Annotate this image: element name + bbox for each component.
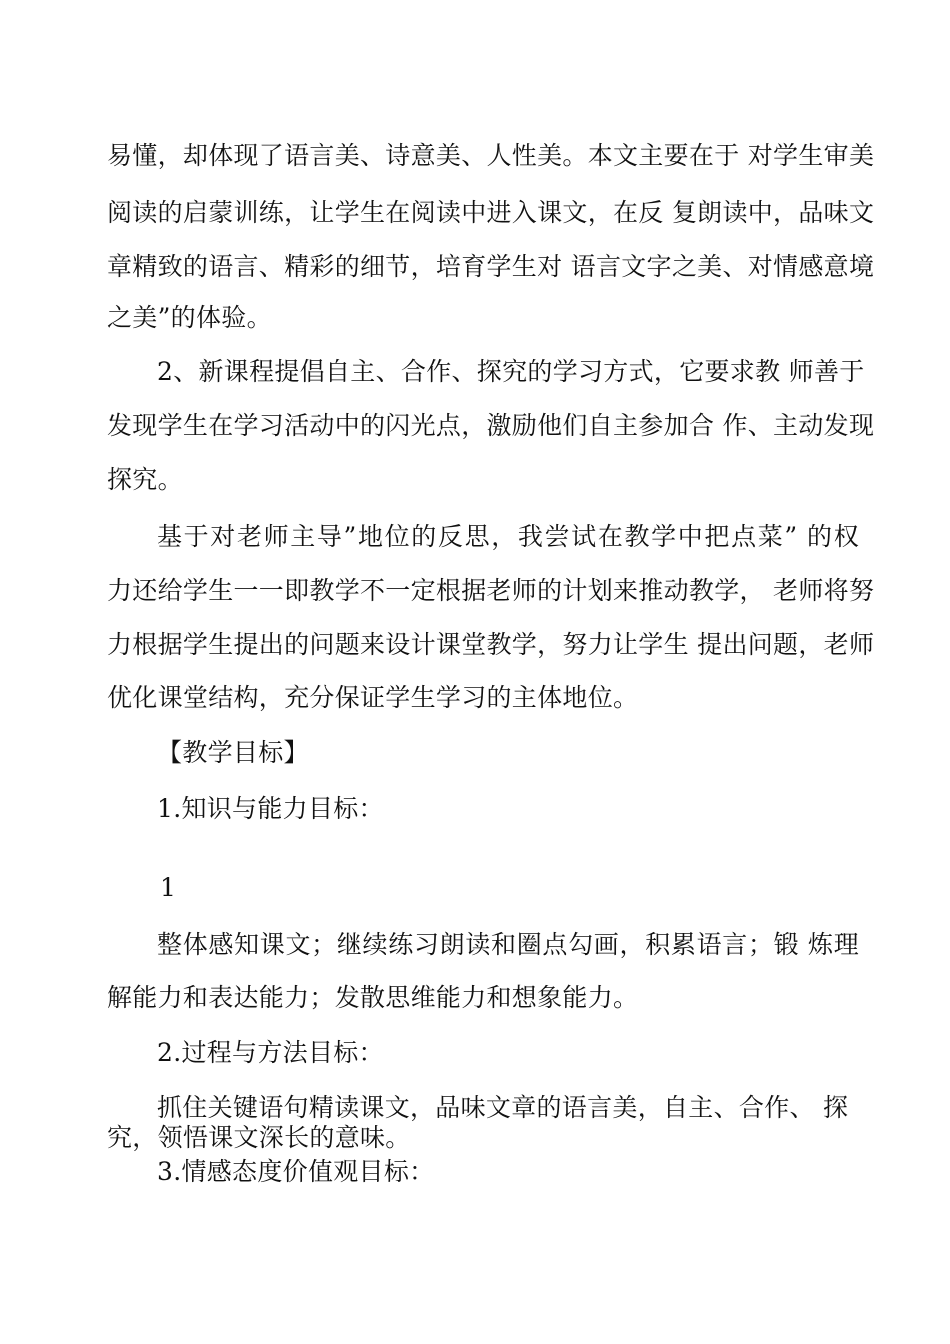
goal-1-text-line-1: 整体感知课文；继续练习朗读和圈点勾画，积累语言；锻 炼理	[157, 930, 859, 959]
paragraph-2-line-2: 发现学生在学习活动中的闪光点，激励他们自主参加合 作、主动发现	[107, 411, 875, 440]
paragraph-3-line-2: 力还给学生一一即教学不一定根据老师的计划来推动教学， 老师将努	[107, 576, 875, 605]
paragraph-3-line-3: 力根据学生提出的问题来设计课堂教学，努力让学生 提出问题，老师	[107, 630, 875, 659]
paragraph-3-line-1: 基于对老师主导”地位的反思，我尝试在教学中把点菜” 的权	[157, 522, 859, 551]
paragraph-2-line-1: 2、新课程提倡自主、合作、探究的学习方式，它要求教 师善于	[157, 357, 865, 386]
paragraph-2-line-3: 探究。	[107, 465, 183, 494]
page-number: 1	[160, 873, 177, 902]
section-heading: 【教学目标】	[157, 738, 309, 767]
goal-2-text-line-2: 究，领悟课文深长的意味。	[107, 1123, 411, 1152]
paragraph-1-line-4: 之美”的体验。	[107, 303, 272, 332]
paragraph-1-line-2: 阅读的启蒙训练，让学生在阅读中进入课文，在反 复朗读中，品味文	[107, 198, 875, 227]
goal-3-title: 3.情感态度价值观目标：	[157, 1157, 435, 1186]
goal-2-title: 2.过程与方法目标：	[157, 1038, 384, 1067]
paragraph-3-line-4: 优化课堂结构，充分保证学生学习的主体地位。	[107, 683, 639, 712]
goal-2-text-line-1: 抓住关键语句精读课文，品味文章的语言美，自主、合作、 探	[157, 1093, 849, 1122]
paragraph-1-line-3: 章精致的语言、精彩的细节，培育学生对 语言文字之美、对情感意境	[107, 252, 875, 281]
goal-1-title: 1.知识与能力目标：	[157, 794, 384, 823]
paragraph-1-line-1: 易懂，却体现了语言美、诗意美、人性美。本文主要在于 对学生审美	[107, 141, 875, 170]
goal-1-text-line-2: 解能力和表达能力；发散思维能力和想象能力。	[107, 983, 639, 1012]
